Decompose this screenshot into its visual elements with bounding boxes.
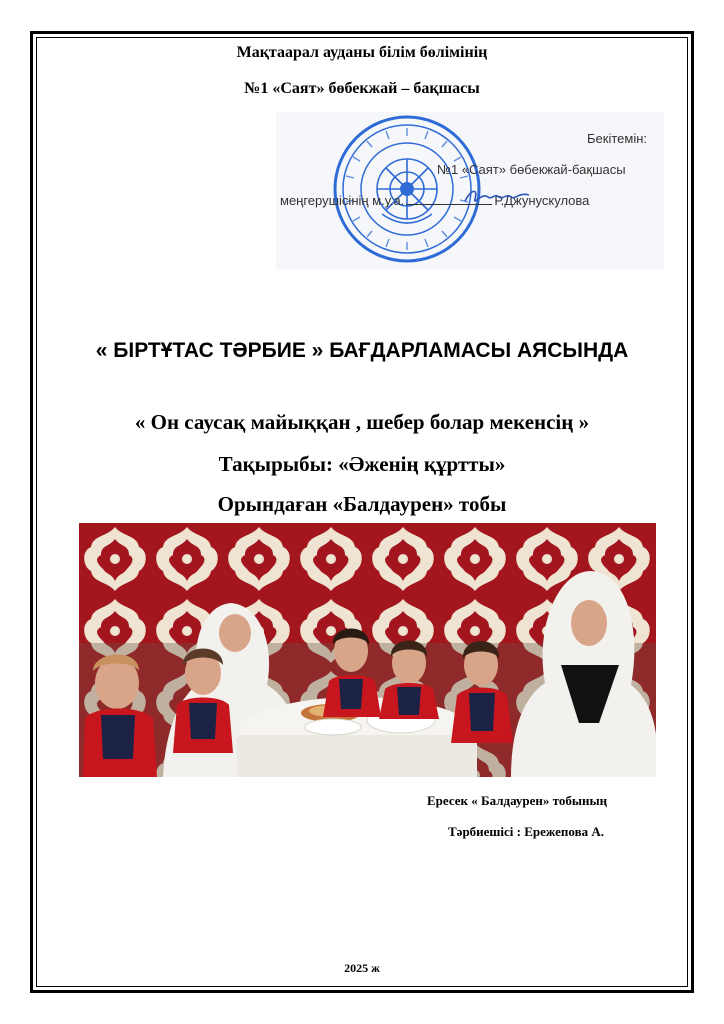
handwritten-signature-icon [462, 186, 532, 208]
approval-name: Р.Джунускулова [494, 193, 590, 208]
header-line-1: Мақтаарал ауданы білім бөлімінің [236, 44, 488, 61]
group-title: Орындаған «Балдаурен» тобы [217, 492, 507, 516]
footer-year: 2025 ж [344, 961, 380, 975]
event-photo [79, 523, 656, 777]
official-seal-icon [332, 114, 482, 264]
topic-title: Тақырыбы: «Әженің құртты» [218, 452, 506, 476]
approval-position: меңгерушісінің м.у.а. [280, 193, 405, 208]
caption-group: Ересек « Балдаурен» тобының [427, 793, 608, 808]
program-title: « БІРТҰТАС ТӘРБИЕ » БАҒДАРЛАМАСЫ АЯСЫНДА [95, 339, 629, 362]
header-line-2: №1 «Саят» бөбекжай – бақшасы [244, 80, 480, 97]
approval-heading: Бекітемін: [587, 131, 647, 146]
approval-signatory-line [280, 192, 589, 208]
caption-teacher: Тәрбиешісі : Ережепова А. [448, 824, 604, 839]
proverb-title: « Он саусақ майыққан , шебер болар мекенсің » [134, 410, 590, 434]
yurt-lesson-photo-icon [79, 523, 656, 777]
approval-institution: №1 «Саят» бөбекжай-бақшасы [437, 162, 626, 177]
